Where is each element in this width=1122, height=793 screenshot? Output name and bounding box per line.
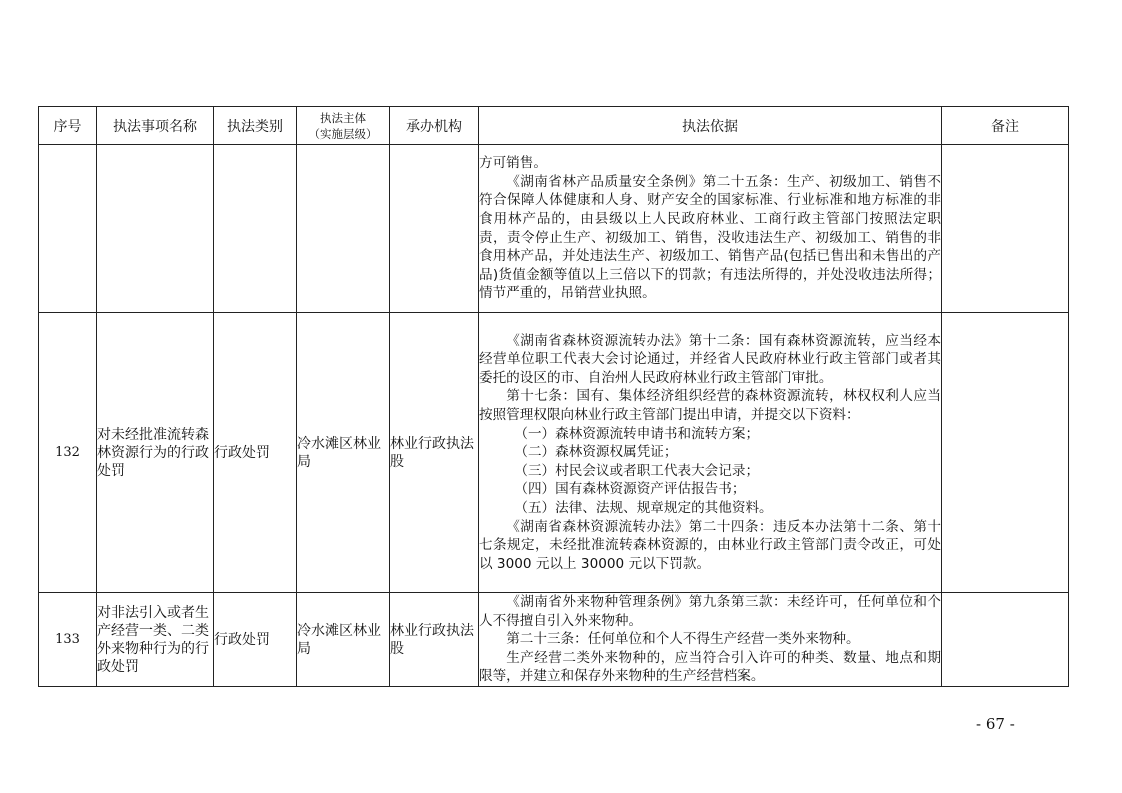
basis-paragraph: （三）村民会议或者职工代表大会记录； bbox=[514, 462, 760, 479]
cell-org: 林业行政执法股 bbox=[390, 313, 479, 593]
cell-category bbox=[214, 145, 297, 313]
cell-seq: 133 bbox=[39, 593, 97, 687]
basis-paragraph: （二）森林资源权属凭证； bbox=[514, 444, 678, 461]
page-number: - 67 - bbox=[976, 715, 1015, 733]
cell-item-name bbox=[97, 145, 214, 313]
cell-category: 行政处罚 bbox=[214, 313, 297, 593]
basis-paragraph: 《湖南省外来物种管理条例》第九条第三款：未经许可，任何单位和个人不得擅自引入外来物种。 bbox=[479, 594, 941, 629]
cell-subject: 冷水滩区林业局 bbox=[297, 593, 390, 687]
cell-remarks bbox=[942, 313, 1069, 593]
header-subject-line2: （实施层级） bbox=[308, 126, 378, 141]
basis-paragraph: 方可销售。 bbox=[479, 155, 547, 172]
header-subject-line1: 执法主体 bbox=[320, 110, 366, 125]
basis-paragraph: （四）国有森林资源资产评估报告书； bbox=[514, 481, 746, 498]
basis-paragraph: 生产经营二类外来物种的，应当符合引入许可的种类、数量、地点和期限等，并建立和保存外来物种的生产经营档案。 bbox=[479, 649, 941, 685]
header-subject bbox=[297, 107, 390, 145]
cell-basis bbox=[479, 313, 942, 593]
basis-paragraph: （一）森林资源流转申请书和流转方案； bbox=[514, 425, 760, 442]
cell-seq bbox=[39, 145, 97, 313]
cell-subject bbox=[297, 145, 390, 313]
table-row bbox=[39, 313, 1069, 593]
enforcement-table bbox=[38, 106, 1069, 687]
cell-item-name: 对未经批准流转森林资源行为的行政处罚 bbox=[97, 313, 214, 593]
basis-paragraph: 第二十三条：任何单位和个人不得生产经营一类外来物种。 bbox=[506, 631, 860, 648]
basis-paragraph: 《湖南省森林资源流转办法》第十二条：国有森林资源流转，应当经本经营单位职工代表大会讨论通过，并经省人民政府林业行政主管部门或者其委托的设区的市、自治州人民政府林业行政主管部门审批。 bbox=[479, 332, 941, 386]
cell-subject: 冷水滩区林业局 bbox=[297, 313, 390, 593]
cell-basis bbox=[479, 593, 942, 687]
cell-org bbox=[390, 145, 479, 313]
cell-seq: 132 bbox=[39, 313, 97, 593]
header-basis: 执法依据 bbox=[479, 107, 942, 145]
table-row bbox=[39, 145, 1069, 313]
table-row bbox=[39, 593, 1069, 687]
cell-remarks bbox=[942, 593, 1069, 687]
table-header-row bbox=[39, 107, 1069, 145]
header-category: 执法类别 bbox=[214, 107, 297, 145]
basis-paragraph: 《湖南省森林资源流转办法》第二十四条：违反本办法第十二条、第十七条规定，未经批准流转森林资源的，由林业行政主管部门责令改正，可处以 3000 元以上 30000 元以下罚款。 bbox=[479, 518, 941, 572]
cell-item-name: 对非法引入或者生产经营一类、二类外来物种行为的行政处罚 bbox=[97, 593, 214, 687]
basis-paragraph: 第十七条：国有、集体经济组织经营的森林资源流转，林权权利人应当按照管理权限向林业行政主管部门提出申请，并提交以下资料： bbox=[479, 388, 941, 424]
cell-remarks bbox=[942, 145, 1069, 313]
cell-category: 行政处罚 bbox=[214, 593, 297, 687]
cell-basis bbox=[479, 145, 942, 313]
header-item-name: 执法事项名称 bbox=[97, 107, 214, 145]
header-seq: 序号 bbox=[39, 107, 97, 145]
header-remarks: 备注 bbox=[942, 107, 1069, 145]
cell-org: 林业行政执法股 bbox=[390, 593, 479, 687]
header-org: 承办机构 bbox=[390, 107, 479, 145]
basis-paragraph: （五）法律、法规、规章规定的其他资料。 bbox=[514, 499, 773, 516]
basis-paragraph: 《湖南省林产品质量安全条例》第二十五条：生产、初级加工、销售不符合保障人体健康和人身、财产安全的国家标准、行业标准和地方标准的非食用林产品的，由县级以上人民政府林业、工商行政主管部门按照法定职责，责令停止生产、初级加工、销售，没收违法生产、初级加工、销售的非食用林产品，并处违法生产、初级加工、销售产品(包括已售出和未售出的产品)货值金额等值以上三倍以下的罚款；有违法所得的，并处没收违法所得；情节严重的，吊销营业执照。 bbox=[479, 173, 941, 302]
